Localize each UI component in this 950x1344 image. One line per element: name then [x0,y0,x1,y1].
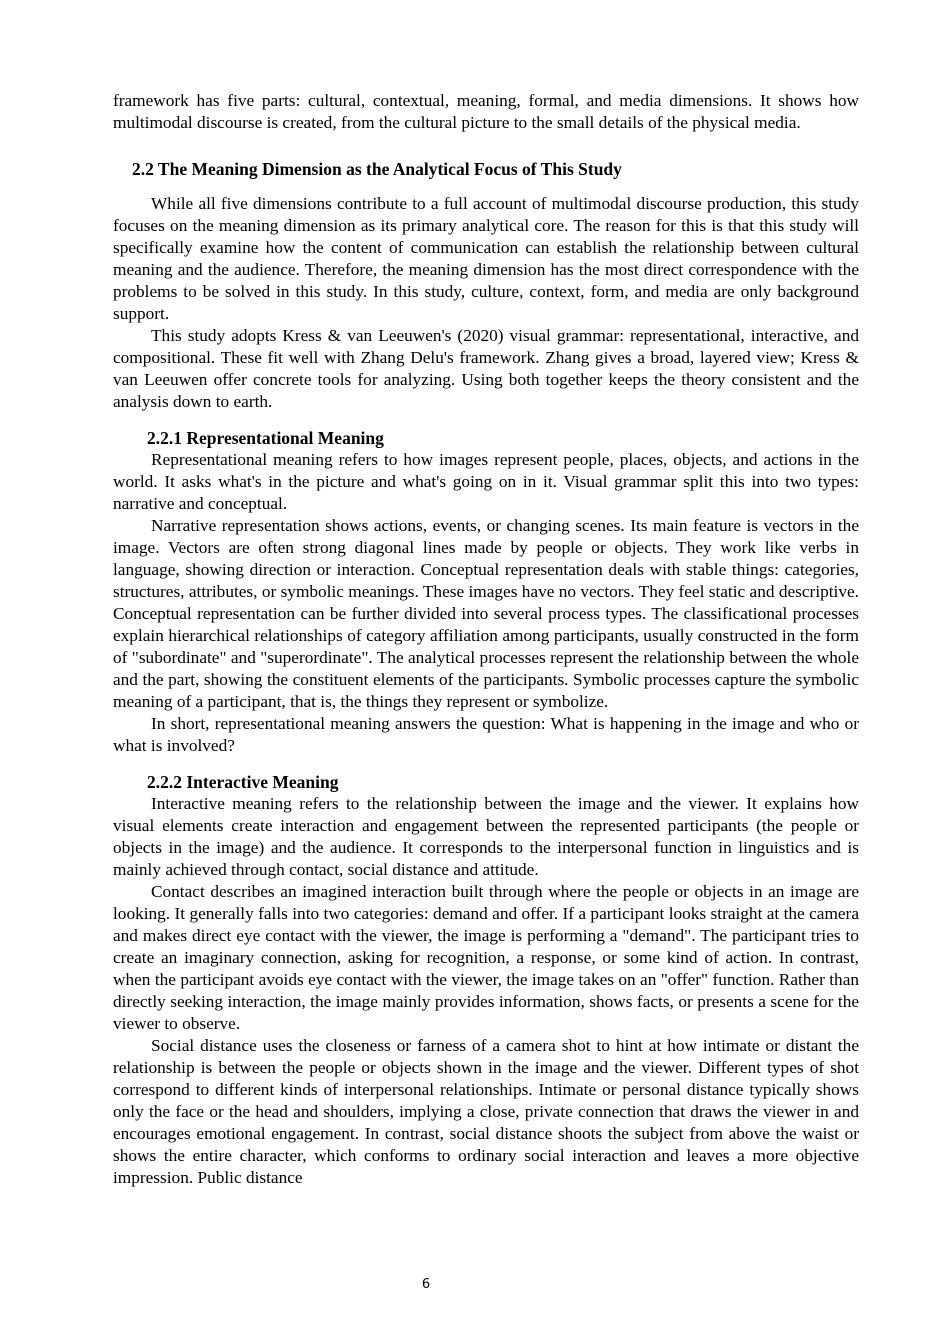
section-heading-2-2-2: 2.2.2 Interactive Meaning [147,772,339,792]
section-heading-2-2: 2.2 The Meaning Dimension as the Analytical Focus of This Study [132,159,622,179]
body-paragraph: While all five dimensions contribute to a full account of multimodal discourse production, this study focuses on the meaning dimension as its primary analytical core. The reason for this is that this study will specifically examine how the content of communication can establish the relationship between cultural meaning and the audience. Therefore, the meaning dimension has the most direct correspondence with the problems to be solved in this study. In this study, culture, context, form, and media are only background support. [113,194,859,323]
intro-paragraph: framework has five parts: cultural, contextual, meaning, formal, and media dimensions. It shows how multimodal discourse is created, from the cultural picture to the small details of the physical media. [113,91,859,132]
body-paragraph: In short, representational meaning answers the question: What is happening in the image and who or what is involved? [113,714,859,755]
body-paragraph: This study adopts Kress & van Leeuwen's (2020) visual grammar: representational, interactive, and compositional. These fit well with Zhang Delu's framework. Zhang gives a broad, layered view; Kress & van Leeuwen offer concrete tools for analyzing. Using both together keeps the theory consistent and the analysis down to earth. [113,326,859,411]
page-body [113,90,859,1189]
body-paragraph: Contact describes an imagined interaction built through where the people or objects in an image are looking. It generally falls into two categories: demand and offer. If a participant looks straight at the camera and makes direct eye contact with the viewer, the image is performing a "demand". The participant tries to create an imaginary connection, asking for recognition, a response, or some kind of action. In contrast, when the participant avoids eye contact with the viewer, the image takes on an "offer" function. Rather than directly seeking interaction, the image mainly provides information, shows facts, or presents a scene for the viewer to observe. [113,882,859,1033]
page-number-footer [0,1276,950,1294]
body-paragraph: Social distance uses the closeness or farness of a camera shot to hint at how intimate or distant the relationship is between the people or objects shown in the image and the viewer. Different types of shot correspond to different kinds of interpersonal relationships. Intimate or personal distance typically shows only the face or the head and shoulders, implying a close, private connection that draws the viewer in and encourages emotional engagement. In contrast, social distance shoots the subject from above the waist or shows the entire character, which conforms to ordinary social interaction and leaves a more objective impression. Public distance [113,1036,859,1187]
section-heading-2-2-1: 2.2.1 Representational Meaning [147,428,384,448]
body-paragraph: Interactive meaning refers to the relationship between the image and the viewer. It explains how visual elements create interaction and engagement between the represented participants (the people or objects in the image) and the audience. It corresponds to the interpersonal function in linguistics and is mainly achieved through contact, social distance and attitude. [113,794,859,879]
body-paragraph: Representational meaning refers to how images represent people, places, objects, and actions in the world. It asks what's in the picture and what's going on in it. Visual grammar split this into two types: narrative and conceptual. [113,450,859,513]
body-paragraph: Narrative representation shows actions, events, or changing scenes. Its main feature is vectors in the image. Vectors are often strong diagonal lines made by people or objects. They work like verbs in language, showing direction or interaction. Conceptual representation deals with stable things: categories, structures, attributes, or symbolic meanings. These images have no vectors. They feel static and descriptive. Conceptual representation can be further divided into several process types. The classificational processes explain hierarchical relationships of category affiliation among participants, usually constructed in the form of "subordinate" and "superordinate". The analytical processes represent the relationship between the whole and the part, showing the constituent elements of the participants. Symbolic processes capture the symbolic meaning of a participant, that is, the things they represent or symbolize. [113,516,859,711]
page-number: 6 [421,1277,431,1292]
